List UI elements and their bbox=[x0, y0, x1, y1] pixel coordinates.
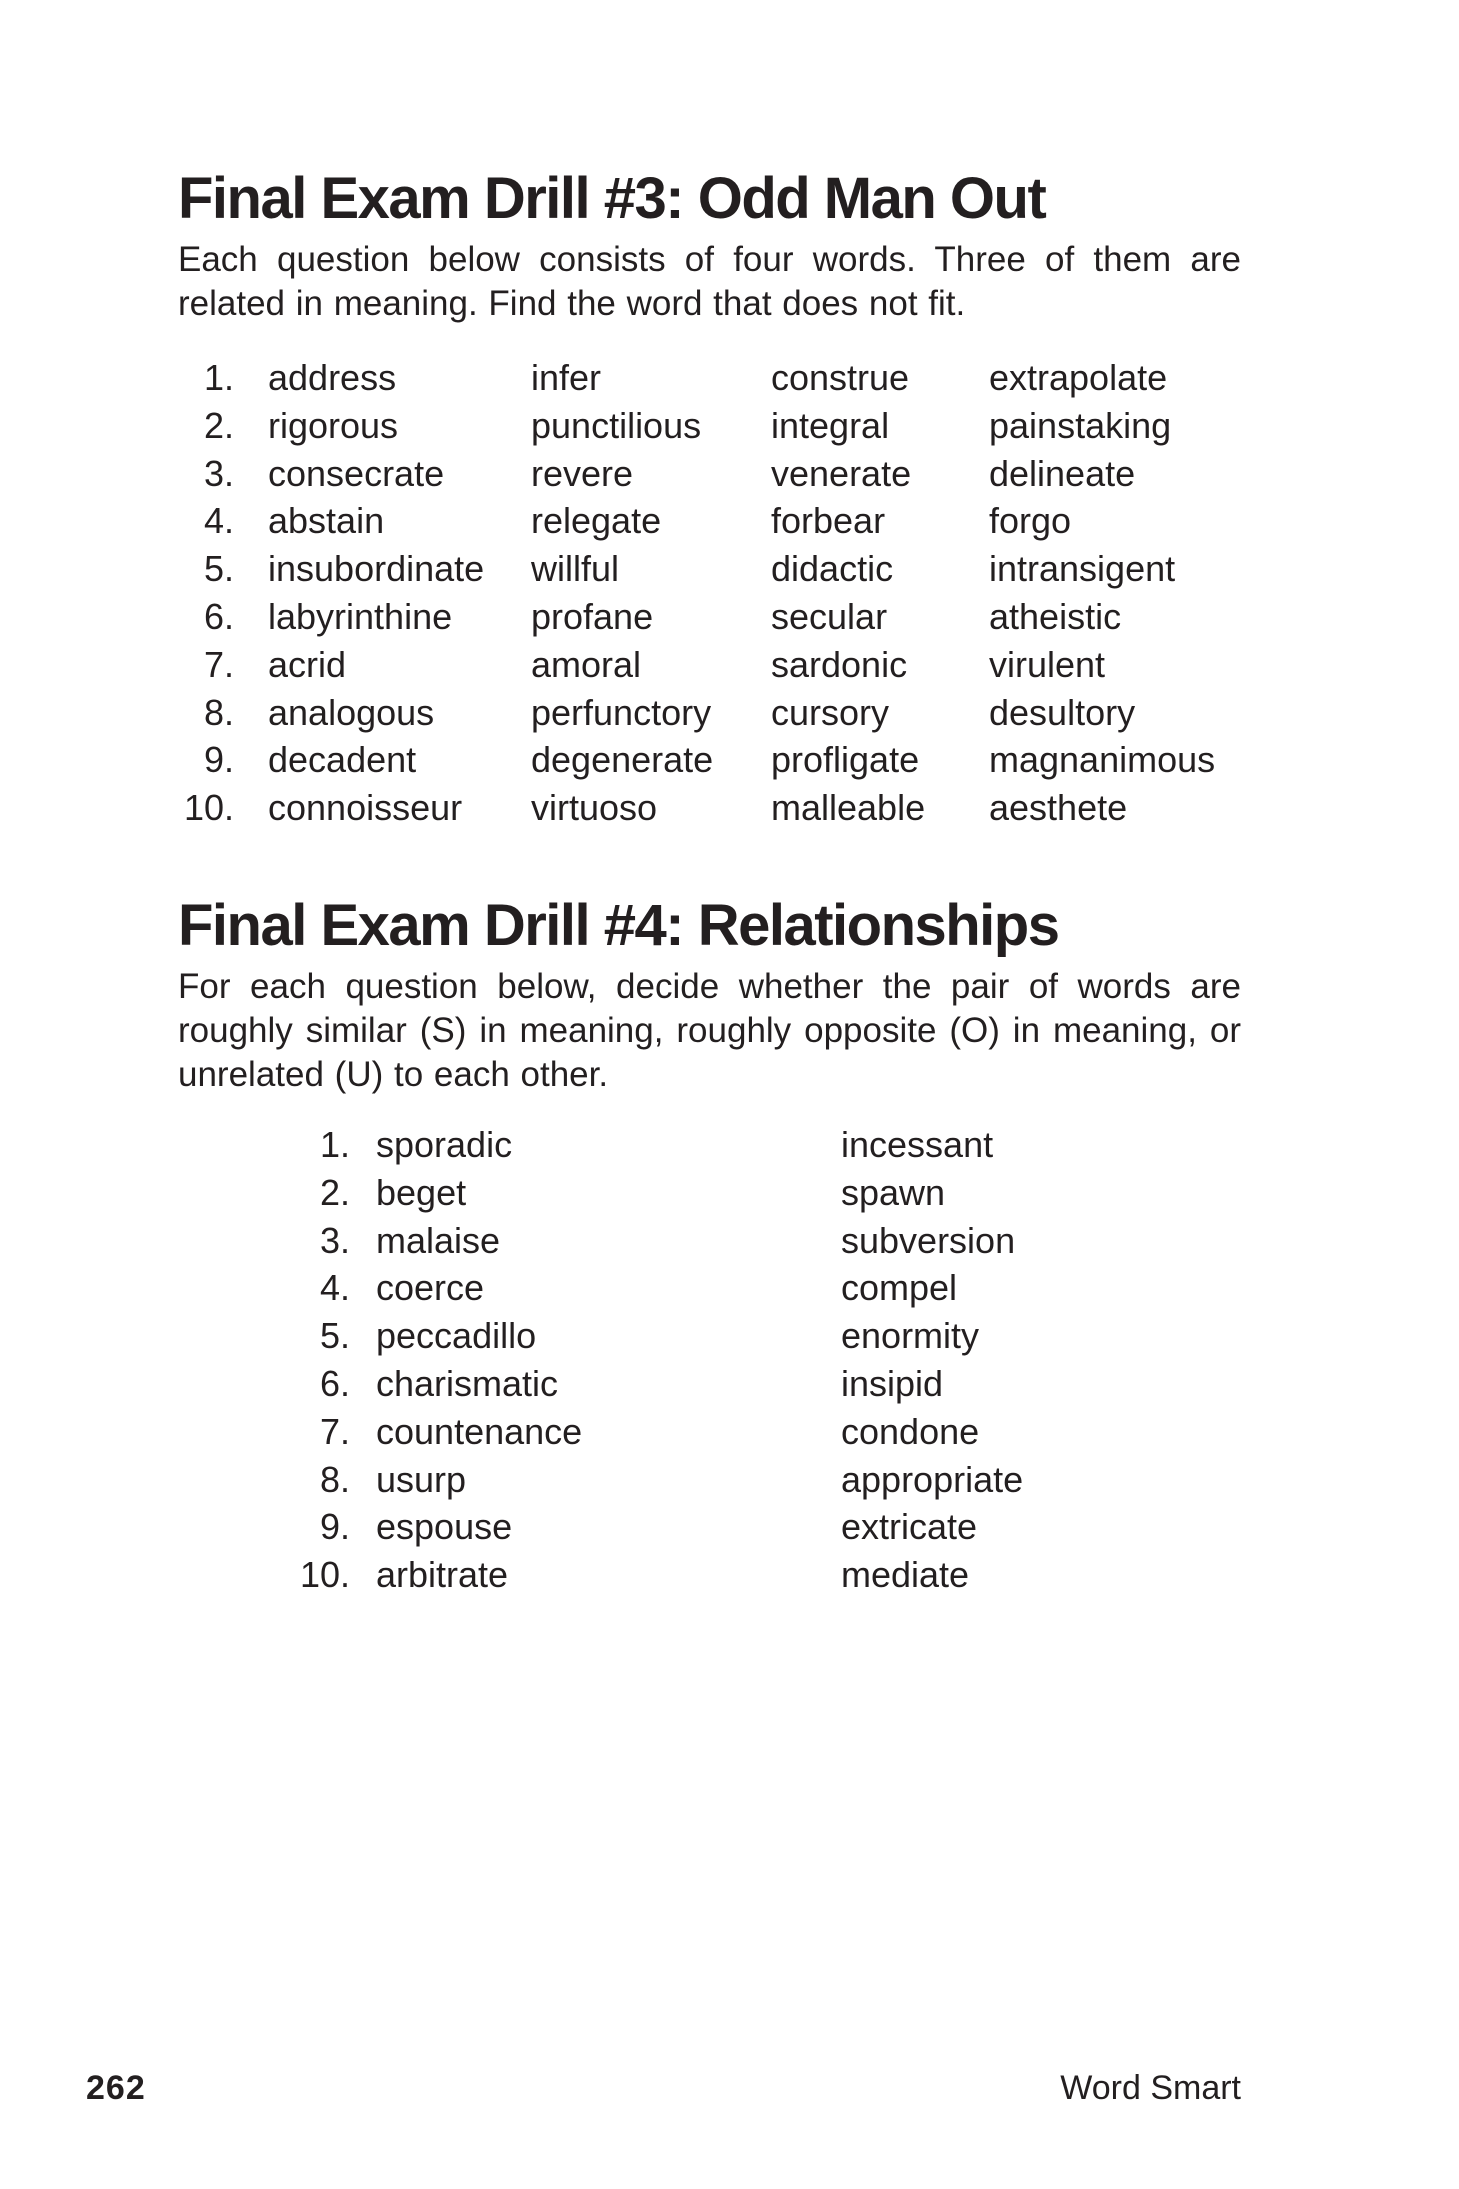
word-option: insipid bbox=[841, 1363, 944, 1404]
question-number: 1. bbox=[319, 1124, 350, 1165]
word-option: spawn bbox=[841, 1171, 946, 1213]
word-option: delineate bbox=[989, 452, 1136, 494]
word-option: punctilious bbox=[531, 404, 702, 446]
word-option: forbear bbox=[771, 500, 886, 542]
word-option: desultory bbox=[989, 691, 1136, 733]
word-option: enormity bbox=[841, 1315, 980, 1357]
word-option: infer bbox=[531, 357, 602, 398]
question-number: 2. bbox=[203, 404, 234, 446]
word-option: coerce bbox=[376, 1267, 485, 1309]
question-number: 8. bbox=[319, 1458, 350, 1500]
word-option: cursory bbox=[771, 691, 890, 733]
question-number: 8. bbox=[203, 691, 234, 733]
question-row bbox=[0, 1551, 1459, 1599]
question-row bbox=[0, 1169, 1459, 1217]
word-option: countenance bbox=[376, 1410, 583, 1452]
running-footer-title: Word Smart bbox=[1060, 2069, 1241, 2107]
word-option: virtuoso bbox=[531, 787, 658, 829]
word-option: insubordinate bbox=[268, 548, 485, 590]
word-option: compel bbox=[841, 1267, 958, 1309]
question-row bbox=[0, 354, 1459, 402]
word-option: extricate bbox=[841, 1506, 978, 1548]
question-number: 9. bbox=[203, 739, 234, 781]
word-option: intransigent bbox=[989, 548, 1176, 590]
word-option: amoral bbox=[531, 643, 642, 685]
word-option: didactic bbox=[771, 548, 894, 590]
question-number: 2. bbox=[319, 1171, 350, 1213]
word-option: mediate bbox=[841, 1554, 970, 1596]
question-row bbox=[0, 545, 1459, 593]
word-option: connoisseur bbox=[268, 787, 463, 829]
word-option: rigorous bbox=[268, 404, 399, 446]
question-number: 5. bbox=[203, 548, 234, 590]
question-row bbox=[0, 1456, 1459, 1504]
word-option: extrapolate bbox=[989, 357, 1168, 398]
question-row bbox=[0, 450, 1459, 498]
word-option: willful bbox=[531, 548, 620, 590]
word-option: analogous bbox=[268, 691, 435, 733]
drill3-instructions: Each question below consists of four words. Three of them are related in meaning. Find the word that does not fit. bbox=[178, 240, 1241, 323]
word-option: arbitrate bbox=[376, 1554, 509, 1596]
word-option: abstain bbox=[268, 500, 385, 542]
word-option: sporadic bbox=[376, 1124, 513, 1165]
word-option: perfunctory bbox=[531, 691, 712, 733]
question-row bbox=[0, 784, 1459, 832]
word-option: aesthete bbox=[989, 787, 1128, 829]
question-row bbox=[0, 1264, 1459, 1312]
question-row bbox=[0, 402, 1459, 450]
word-option: incessant bbox=[841, 1124, 994, 1165]
word-option: labyrinthine bbox=[268, 596, 453, 637]
question-number: 3. bbox=[319, 1219, 350, 1261]
word-option: secular bbox=[771, 596, 888, 637]
question-number: 10. bbox=[299, 1554, 350, 1596]
word-option: profane bbox=[531, 596, 654, 637]
word-option: painstaking bbox=[989, 404, 1172, 446]
word-option: acrid bbox=[268, 643, 347, 685]
question-row bbox=[0, 736, 1459, 784]
drill4-title: Final Exam Drill #4: Relationships bbox=[178, 893, 1059, 958]
word-option: address bbox=[268, 357, 397, 398]
word-option: beget bbox=[376, 1171, 467, 1213]
question-row bbox=[0, 641, 1459, 689]
question-number: 6. bbox=[203, 596, 234, 637]
question-row bbox=[0, 593, 1459, 641]
question-number: 4. bbox=[319, 1267, 350, 1309]
question-row bbox=[0, 1408, 1459, 1456]
word-option: degenerate bbox=[531, 739, 714, 781]
question-row bbox=[0, 1217, 1459, 1265]
question-row bbox=[0, 1503, 1459, 1551]
question-number: 6. bbox=[319, 1363, 350, 1404]
word-option: venerate bbox=[771, 452, 912, 494]
word-option: peccadillo bbox=[376, 1315, 537, 1357]
word-option: virulent bbox=[989, 643, 1106, 685]
question-number: 7. bbox=[203, 643, 234, 685]
word-option: malaise bbox=[376, 1219, 501, 1261]
word-option: profligate bbox=[771, 739, 920, 781]
question-row bbox=[0, 1360, 1459, 1408]
word-option: relegate bbox=[531, 500, 662, 542]
question-number: 10. bbox=[183, 787, 234, 829]
question-number: 4. bbox=[203, 500, 234, 542]
word-option: integral bbox=[771, 404, 890, 446]
question-number: 7. bbox=[319, 1410, 350, 1452]
word-option: condone bbox=[841, 1410, 980, 1452]
word-option: appropriate bbox=[841, 1458, 1024, 1500]
word-option: decadent bbox=[268, 739, 417, 781]
word-option: revere bbox=[531, 452, 634, 494]
question-row bbox=[0, 689, 1459, 737]
question-row bbox=[0, 497, 1459, 545]
word-option: magnanimous bbox=[989, 739, 1216, 781]
question-number: 5. bbox=[319, 1315, 350, 1357]
drill4-instructions: For each question below, decide whether the pair of words are roughly similar (S) in meaning, roughly opposite (O) in meaning, or unrelated (U) to each other. bbox=[178, 967, 1241, 1094]
word-option: sardonic bbox=[771, 643, 908, 685]
word-option: forgo bbox=[989, 500, 1072, 542]
question-number: 1. bbox=[203, 357, 234, 398]
word-option: malleable bbox=[771, 787, 926, 829]
word-option: construe bbox=[771, 357, 910, 398]
question-row bbox=[0, 1312, 1459, 1360]
question-row bbox=[0, 1121, 1459, 1169]
word-option: espouse bbox=[376, 1506, 513, 1548]
page-number: 262 bbox=[86, 2069, 146, 2107]
drill3-title: Final Exam Drill #3: Odd Man Out bbox=[178, 166, 1046, 231]
question-number: 3. bbox=[203, 452, 234, 494]
word-option: subversion bbox=[841, 1219, 1016, 1261]
word-option: usurp bbox=[376, 1458, 467, 1500]
word-option: charismatic bbox=[376, 1363, 559, 1404]
word-option: consecrate bbox=[268, 452, 445, 494]
word-option: atheistic bbox=[989, 596, 1122, 637]
question-number: 9. bbox=[319, 1506, 350, 1548]
